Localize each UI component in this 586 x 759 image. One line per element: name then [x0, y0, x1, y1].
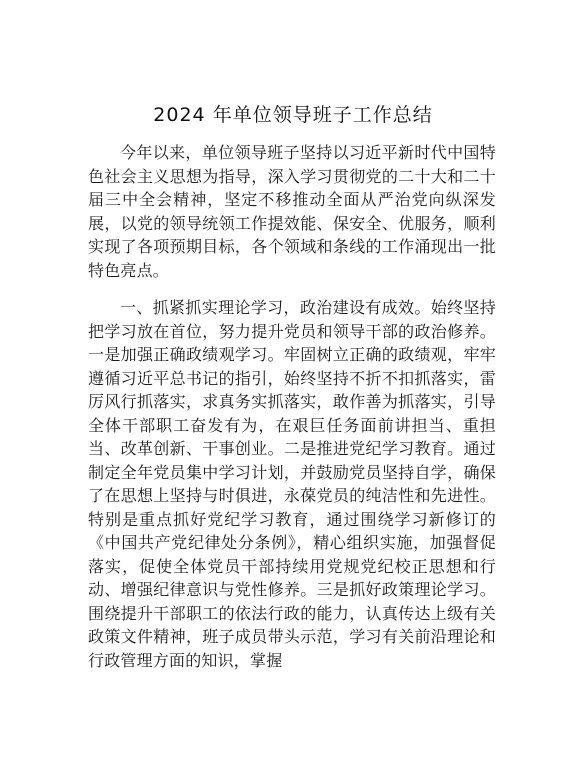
paragraph-intro: 今年以来，单位领导班子坚持以习近平新时代中国特色社会主义思想为指导，深入学习贯彻党的二十大和二十届三中全会精神，坚定不移推动全面从严治党向纵深发展，以党的领导统领工作提效能、保安全、优服务，顺利实现了各项预期目标，各个领域和条线的工作涌现出一批特色亮点。	[88, 143, 496, 280]
document-title: 2024 年单位领导班子工作总结	[153, 104, 433, 126]
paragraph-section-1: 一、抓紧抓实理论学习，政治建设有成效。始终坚持把学习放在首位，努力提升党员和领导干部的政治修养。一是加强正确政绩观学习。牢固树立正确的政绩观，牢牢遵循习近平总书记的指引，始终坚持不折不扣抓落实，雷厉风行抓落实，求真务实抓落实，敢作善为抓落实，引导全体干部职工奋发有为，在艰巨任务面前讲担当、重担当、改革创新、干事创业。二是推进党纪学习教育。通过制定全年党员集中学习计划，并鼓励党员坚持自学，确保了在思想上坚持与时俱进，永葆党员的纯洁性和先进性。特别是重点抓好党纪学习教育，通过围绕学习新修订的《中国共产党纪律处分条例》，精心组织实施，加强督促落实，促使全体党员干部持续用党规党纪校正思想和行动、增强纪律意识与党性修养。三是抓好政策理论学习。围绕提升干部职工的依法行政的能力，认真传达上级有关政策文件精神，班子成员带头示范，学习有关前沿理论和行政管理方面的知识，掌握	[88, 298, 496, 670]
document-body	[88, 141, 496, 672]
